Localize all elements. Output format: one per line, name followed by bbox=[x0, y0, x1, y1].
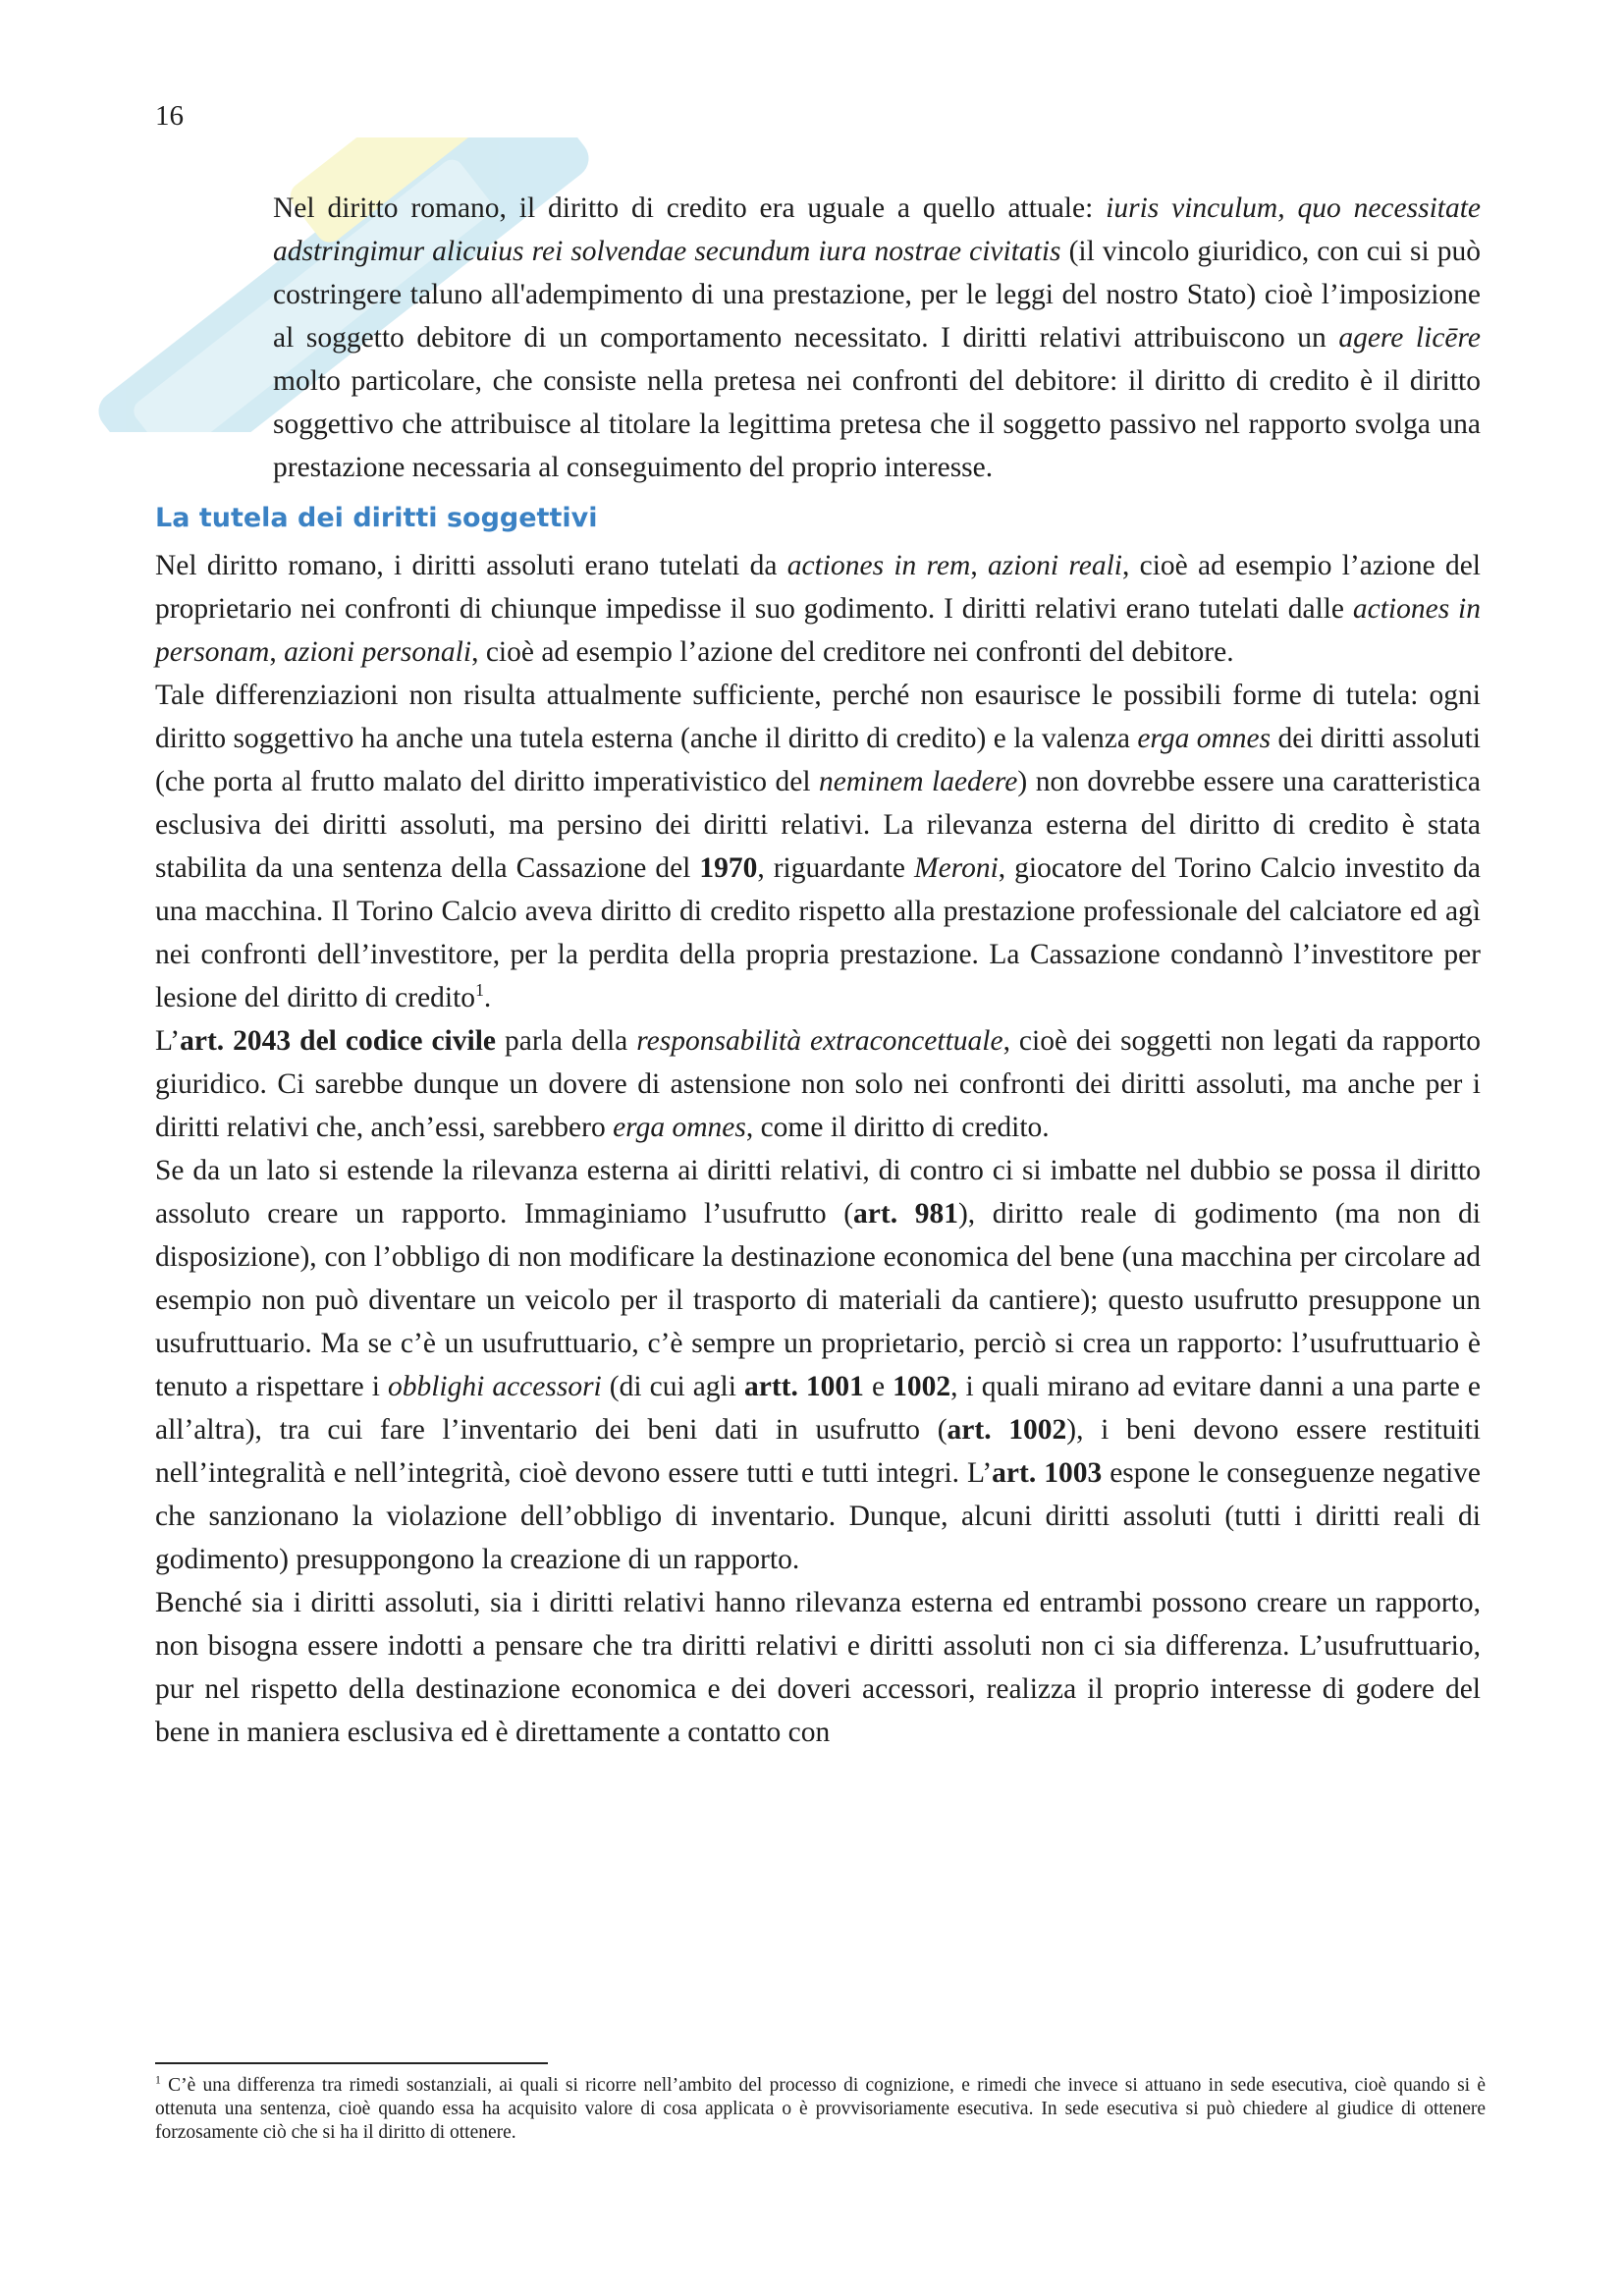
text-run: , i quali mirano ad evitare danni a una parte e all’altra), tra cui fare l’inventario dei beni dati in usufrutto ( bbox=[155, 1371, 1482, 1446]
text-run: , bbox=[269, 636, 285, 668]
text-run: , come il diritto di credito. bbox=[745, 1112, 1050, 1143]
text-run: e bbox=[863, 1371, 893, 1402]
text-run: Nel diritto romano, i diritti assoluti erano tutelati da bbox=[155, 550, 787, 581]
text-run: , bbox=[970, 550, 988, 581]
text-run: Se da un lato si estende la rilevanza esterna ai diritti relativi, di contro ci si imbatte nel dubbio se possa il diritto assoluto creare un rapporto. Immaginiamo l’usufrutto ( bbox=[155, 1155, 1481, 1230]
italic-term: erga omnes bbox=[1137, 723, 1272, 754]
text-run: , cioè ad esempio l’azione del creditore nei confronti del debitore. bbox=[471, 636, 1234, 668]
latin-definition: iuris vinculum, quo necessitate adstringimur alicuius rei solvendae secundum iura nostrae civitatis bbox=[273, 192, 1481, 267]
footnote-number: 1 bbox=[155, 2073, 161, 2087]
body-text bbox=[155, 187, 1481, 1754]
text-run: ), i beni devono essere restituiti nell’integralità e nell’integrità, cioè devono essere tutti e tutti integri. L’ bbox=[155, 1414, 1481, 1489]
text-run: Tale differenziazioni non risulta attualmente sufficiente, perché non esaurisce le possibili forme di tutela: ogni diritto soggettivo ha anche una tutela esterna (anche il diritto di credito) e la valenza bbox=[155, 680, 1481, 754]
footnote-ref[interactable]: 1 bbox=[475, 980, 484, 1001]
text-run: ), diritto reale di godimento (ma non di disposizione), con l’obbligo di non modificare la destinazione economica del bene (una macchina per circolare ad esempio non può diventare un veicolo per il trasporto di materiali da cantiere); questo usufrutto presuppone un usufruttuario. Ma se c’è un usufruttuario, c’è sempre un proprietario, perciò si crea un rapporto: l’usufruttuario è tenuto a rispettare i bbox=[155, 1198, 1482, 1402]
bold-term: art. 1002 bbox=[947, 1414, 1067, 1446]
text-run: molto particolare, che consiste nella pretesa nei confronti del debitore: il diritto di credito è il diritto soggettivo che attribuisce al titolare la legittima pretesa che il soggetto passivo nel rapporto svolga una prestazione necessaria al conseguimento del proprio interesse. bbox=[273, 365, 1481, 483]
text-run: Nel diritto romano, il diritto di credito era uguale a quello attuale: bbox=[273, 192, 1107, 224]
footnote-text: C’è una differenza tra rimedi sostanziali, ai quali si ricorre nell’ambito del processo di cognizione, e rimedi che invece si attuano in sede esecutiva, cioè quando si è ottenuta una sentenza, cioè quando essa ha acquisito valore di cosa applicata o è provvisoriamente esecutiva. In sede esecutiva si può chiedere al giudice di ottenere forzosamente ciò che si ha il diritto di ottenere. bbox=[155, 2075, 1486, 2143]
italic-term: azioni reali bbox=[987, 550, 1122, 581]
paragraph-3 bbox=[155, 1019, 1481, 1149]
bold-term: 1002 bbox=[893, 1371, 951, 1402]
text-run: Benché sia i diritti assoluti, sia i diritti relativi hanno rilevanza esterna ed entrambi possono creare un rapporto, non bisogna essere indotti a pensare che tra diritti relativi e diritti assoluti non ci sia differenza. L’usufruttuario, pur nel rispetto della destinazione economica e dei doveri accessori, realizza il proprio interesse di godere del bene in maniera esclusiva ed è direttamente a contatto con bbox=[155, 1587, 1481, 1748]
text-run: parla della bbox=[496, 1025, 637, 1057]
bold-term: 1970 bbox=[699, 852, 758, 884]
italic-term: azioni personali bbox=[284, 636, 472, 668]
paragraph-5 bbox=[155, 1581, 1481, 1754]
page-number: 16 bbox=[155, 100, 184, 132]
italic-term: erga omnes bbox=[613, 1112, 746, 1143]
text-run: L’ bbox=[155, 1025, 181, 1057]
italic-term: neminem laedere bbox=[819, 766, 1018, 797]
italic-term: responsabilità extraconcettuale bbox=[636, 1025, 1003, 1057]
footnote-separator bbox=[155, 2062, 548, 2064]
paragraph-4 bbox=[155, 1149, 1481, 1581]
bold-term: art. 2043 del codice civile bbox=[180, 1025, 496, 1057]
text-run: . bbox=[483, 982, 492, 1013]
italic-term: actiones in rem bbox=[786, 550, 971, 581]
paragraph-2 bbox=[155, 674, 1481, 1019]
paragraph-1 bbox=[155, 544, 1481, 674]
italic-term: actiones in personam bbox=[155, 593, 1481, 668]
bold-term: artt. 1001 bbox=[743, 1371, 864, 1402]
text-run: dei diritti assoluti (che porta al frutto malato del diritto imperativistico del bbox=[155, 723, 1481, 797]
italic-term: Meroni bbox=[914, 852, 999, 884]
section-heading: La tutela dei diritti soggettivi bbox=[155, 503, 598, 533]
bold-term: art. 1003 bbox=[992, 1457, 1103, 1489]
latin-term: agere licēre bbox=[1338, 322, 1481, 354]
footnote bbox=[155, 2074, 1486, 2145]
text-run: , riguardante bbox=[757, 852, 915, 884]
text-run: (il vincolo giuridico, con cui si può costringere taluno all'adempimento di una prestazione, per le leggi del nostro Stato) cioè l’imposizione al soggetto debitore di un comportamento necessitato. I diritti relativi attribuiscono un bbox=[273, 236, 1481, 354]
text-run: , giocatore del Torino Calcio investito da una macchina. Il Torino Calcio aveva diritto di credito rispetto alla prestazione professionale del calciatore ed agì nei confronti dell’investitore, per la perdita della propria prestazione. La Cassazione condannò l’investitore per lesione del diritto di credito bbox=[155, 852, 1481, 1013]
intro-paragraph bbox=[155, 187, 1481, 489]
italic-term: obblighi accessori bbox=[387, 1371, 602, 1402]
text-run: (di cui agli bbox=[601, 1371, 744, 1402]
text-run: , cioè ad esempio l’azione del proprietario nei confronti di chiunque impedisse il suo godimento. I diritti relativi erano tutelati dalle bbox=[155, 550, 1482, 625]
text-run: ) non dovrebbe essere una caratteristica esclusiva dei diritti assoluti, ma persino dei diritti relativi. La rilevanza esterna del diritto di credito è stata stabilita da una sentenza della Cassazione del bbox=[155, 766, 1481, 884]
bold-term: art. 981 bbox=[853, 1198, 958, 1230]
text-run: , cioè dei soggetti non legati da rapporto giuridico. Ci sarebbe dunque un dovere di astensione non solo nei confronti dei diritti assoluti, ma anche per i diritti relativi che, anch’essi, sarebbero bbox=[155, 1025, 1481, 1143]
text-run: espone le conseguenze negative che sanzionano la violazione dell’obbligo di inventario. Dunque, alcuni diritti assoluti (tutti i diritti reali di godimento) presuppongono la creazione di un rapporto. bbox=[155, 1457, 1482, 1575]
